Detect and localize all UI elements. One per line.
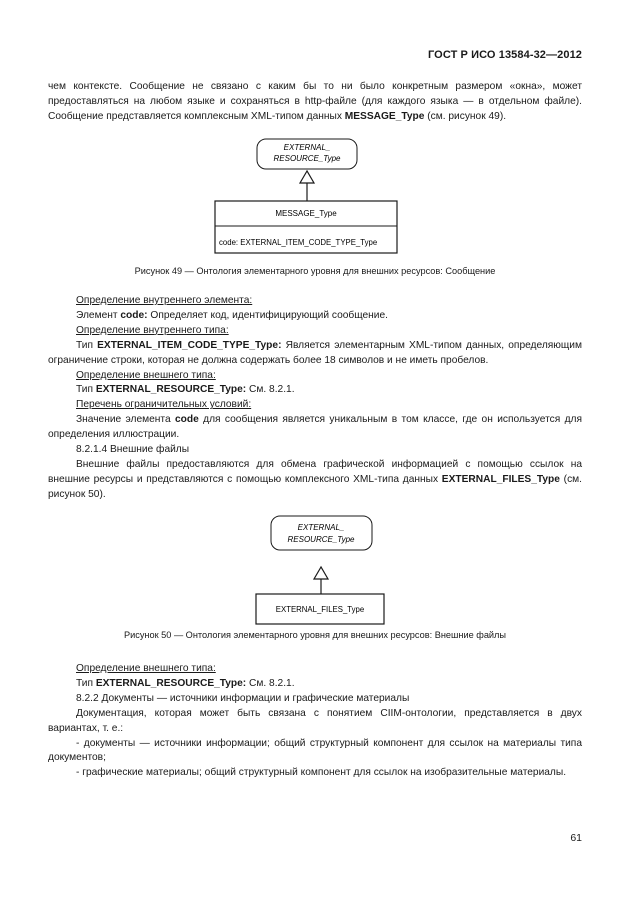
parent-class-box [271,516,372,550]
inheritance-arrow [314,567,328,579]
parent-class-label-line2: RESOURCE_Type [287,535,355,544]
section-2 [48,662,582,781]
class-attribute-label: code: EXTERNAL_ITEM_CODE_TYPE_Type [219,238,378,247]
intro-text: чем контексте. Сообщение не связано с каким бы то ни было конкретным размером «окна», может предоставляться на любом языке и сохраняться в http-файле (для каждого языка — в отдельном файле). Сообщение представляется комплексным XML-типом данных [48,81,582,122]
documentation-text: Документация, которая может быть связана с понятием CIIM-онтологии, представляется в двух вариантах, т. е.: [48,707,582,734]
external-files-text: Внешние файлы предоставляются для обмена графической информацией с помощью ссылок на внешние ресурсы и представляются с помощью комплексного XML-типа данных [48,458,582,485]
page-number: 61 [570,832,582,844]
external-files-tail: (см. рисунок 50). [48,473,582,500]
figure-50-svg [0,514,630,626]
heading-internal-type: Определение внутреннего типа: [76,324,229,336]
constraint-prefix: Значение элемента [76,414,175,426]
heading-external-type: Определение внешнего типа: [76,369,216,381]
external-type-description: См. 8.2.1. [246,677,295,689]
parent-class-label-line1: EXTERNAL_ [297,523,345,532]
class-name-label: MESSAGE_Type [275,209,337,218]
internal-type-description: Является элементарным XML-типом данных, определяющим ограничение строки, которая не должна содержать более 18 символов и не иметь пробелов. [48,339,582,366]
constraint-code-term: code [175,414,199,426]
class-name-label: EXTERNAL_FILES_Type [275,605,365,614]
parent-class-label-line1: EXTERNAL_ [283,143,331,152]
heading-constraints: Перечень ограничительных условий: [76,399,252,411]
subsection-heading-8-2-2: 8.2.2 Документы — источники информации и графические материалы [76,692,410,704]
figure-50-diagram [0,514,630,626]
external-files-term: EXTERNAL_FILES_Type [441,473,560,485]
external-type-term: EXTERNAL_RESOURCE_Type: [95,384,247,396]
list-item-documents: - документы — источники информации; общий структурный компонент для ссылок на материалы типа документов; [48,737,582,764]
figure-49-diagram [0,136,630,256]
heading-internal-element: Определение внутреннего элемента: [76,295,253,306]
document-header: ГОСТ Р ИСО 13584-32—2012 [427,49,582,61]
intro-tail: (см. рисунок 49). [424,110,507,122]
element-code-term: code: [120,309,148,321]
section-1 [48,294,582,503]
intro-paragraph [48,80,582,125]
type-prefix: Тип [76,339,98,351]
subsection-heading-8-2-1-4: 8.2.1.4 Внешние файлы [76,444,190,456]
constraint-description: для сообщения является уникальным в том классе, где он используется для определения иллюстрации. [48,414,582,441]
element-prefix: Элемент [76,309,121,321]
external-type-term: EXTERNAL_RESOURCE_Type: [95,677,247,689]
internal-type-term: EXTERNAL_ITEM_CODE_TYPE_Type: [97,339,282,351]
ext-prefix: Тип [76,384,96,396]
external-type-description: См. 8.2.1. [246,384,295,396]
figure-50-caption: Рисунок 50 — Онтология элементарного уровня для внешних ресурсов: Внешние файлы [123,630,507,640]
inheritance-arrow [300,171,314,183]
element-description: Определяет код, идентифицирующий сообщение. [147,309,388,321]
heading-external-type: Определение внешнего типа: [76,663,216,674]
parent-class-label-line2: RESOURCE_Type [273,154,341,163]
list-item-graphics: - графические материалы; общий структурный компонент для ссылок на изобразительные материалы. [76,767,567,779]
figure-49-caption: Рисунок 49 — Онтология элементарного уровня для внешних ресурсов: Сообщение [134,266,496,276]
ext-prefix: Тип [76,677,96,689]
intro-bold-term: MESSAGE_Type [344,110,425,122]
figure-49-svg [0,136,630,256]
